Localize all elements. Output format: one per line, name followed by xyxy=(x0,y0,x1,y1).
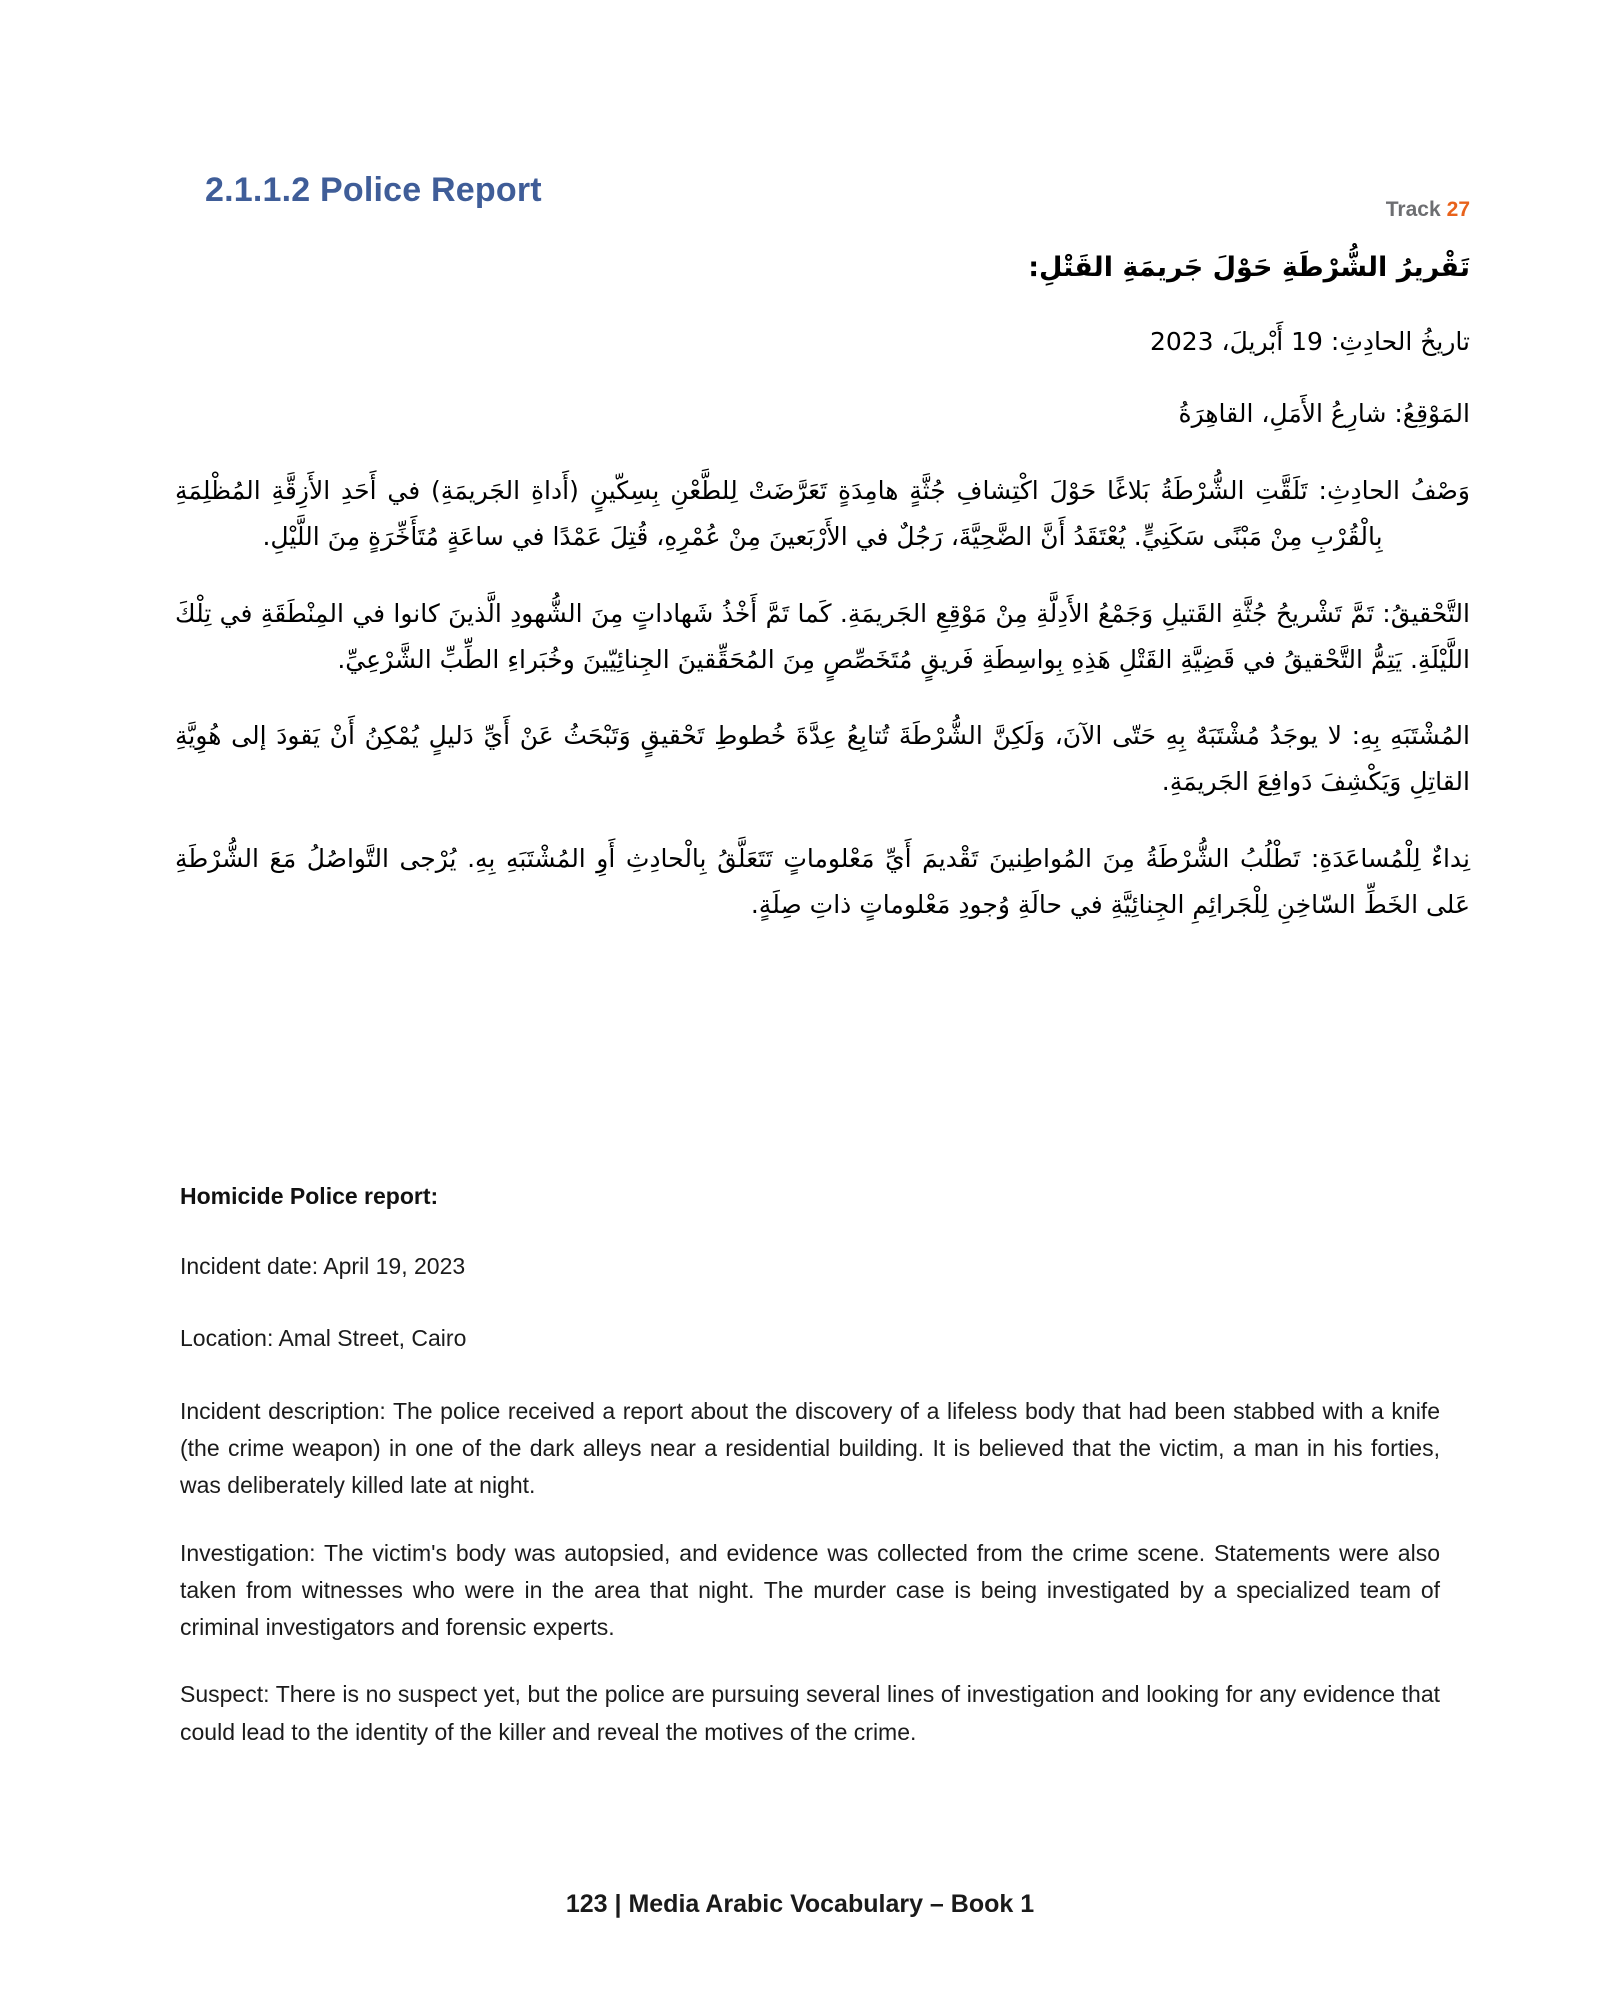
arabic-incident-date: تاريخُ الحادِثِ: 19 أَبْريلَ، 2023 xyxy=(1149,326,1470,356)
arabic-content xyxy=(175,248,1470,958)
arabic-suspect: المُشْتَبَهِ بِهِ: لا يوجَدُ مُشْتَبَهٌ بِهِ حَتّى الآنَ، وَلَكِنَّ الشُّرْطَةَ تُتابِعُ عِدَّةَ خُطوطِ تَحْقيقٍ وَتَبْحَثُ عَنْ أَيِّ دَليلٍ يُمْكِنُ أَنْ يَقودَ إلى هُوِيَّةِ القاتِلِ وَيَكْشِفَ دَوافِعَ الجَريمَةِ. xyxy=(175,721,1470,797)
english-report-heading: Homicide Police report: xyxy=(180,1183,439,1209)
track-number: 27 xyxy=(1446,198,1470,221)
arabic-investigation: التَّحْقيقُ: تَمَّ تَشْريحُ جُثَّةِ القَتيلِ وَجَمْعُ الأَدِلَّةِ مِنْ مَوْقِعِ الجَريمَةِ. كَما تَمَّ أَخْذُ شَهاداتٍ مِنَ الشُّهودِ الَّذينَ كانوا في المِنْطَقَةِ في تِلْكَ اللَّيْلَةِ. يَتِمُّ التَّحْقيقُ في قَضِيَّةِ القَتْلِ هَذِهِ بِواسِطَةِ فَريقٍ مُتَخَصِّصٍ مِنَ المُحَقِّقينَ الجِنائِيّينَ وخُبَراءِ الطِّبِّ الشَّرْعِيِّ. xyxy=(175,598,1470,674)
arabic-report-title: تَقْريرُ الشُّرْطَةِ حَوْلَ جَريمَةِ القَتْلِ: xyxy=(1028,252,1470,283)
english-investigation: Investigation: The victim's body was autopsied, and evidence was collected from the crime scene. Statements were also taken from witnesses who were in the area that night. The murder case is being investigated by a specialized team of criminal investigators and forensic experts. xyxy=(180,1539,1440,1641)
arabic-incident-description: وَصْفُ الحادِثِ: تَلَقَّتِ الشُّرْطَةُ بَلاغًا حَوْلَ اكْتِشافِ جُثَّةٍ هامِدَةٍ تَعَرَّضَتْ لِلطَّعْنِ بِسِكّينٍ (أَداةِ الجَريمَةِ) في أَحَدِ الأَزِقَّةِ المُظْلِمَةِ بِالْقُرْبِ مِنْ مَبْنًى سَكَنِيٍّ. يُعْتَقَدُ أَنَّ الضَّحِيَّةَ، رَجُلٌ في الأَرْبَعينَ مِنْ عُمْرِهِ، قُتِلَ عَمْدًا في ساعَةٍ مُتَأَخِّرَةٍ مِنَ اللَّيْلِ. xyxy=(175,476,1470,552)
english-incident-date: Incident date: April 19, 2023 xyxy=(180,1253,466,1280)
english-content xyxy=(180,1180,1440,1751)
arabic-appeal-for-help: نِداءٌ لِلْمُساعَدَةِ: تَطْلُبُ الشُّرْطَةُ مِنَ المُواطِنينَ تَقْديمَ أَيِّ مَعْلوماتٍ تَتَعَلَّقُ بِالْحادِثِ أَوِ المُشْتَبَهِ بِهِ. يُرْجى التَّواصُلُ مَعَ الشُّرْطَةِ عَلى الخَطِّ السّاخِنِ لِلْجَرائِمِ الجِنائِيَّةِ في حالَةِ وُجودِ مَعْلوماتٍ ذاتِ صِلَةٍ. xyxy=(175,843,1470,919)
english-incident-description: Incident description: The police received a report about the discovery of a lifeless body that had been stabbed with a knife (the crime weapon) in one of the dark alleys near a residential building. It is believed that the victim, a man in his forties, was deliberately killed late at night. xyxy=(180,1397,1440,1499)
track-label: Track xyxy=(1385,198,1441,221)
arabic-location: المَوْقِعُ: شارِعُ الأَمَلِ، القاهِرَةُ xyxy=(1178,399,1470,429)
track-indicator xyxy=(1386,198,1470,222)
page-title: 2.1.1.2 Police Report xyxy=(205,170,542,209)
english-location: Location: Amal Street, Cairo xyxy=(180,1324,467,1351)
page-footer: 123 | Media Arabic Vocabulary – Book 1 xyxy=(565,1890,1035,1918)
english-suspect: Suspect: There is no suspect yet, but the police are pursuing several lines of investigation and looking for any evidence that could lead to the identity of the killer and reveal the motives of the crime. xyxy=(180,1681,1440,1745)
